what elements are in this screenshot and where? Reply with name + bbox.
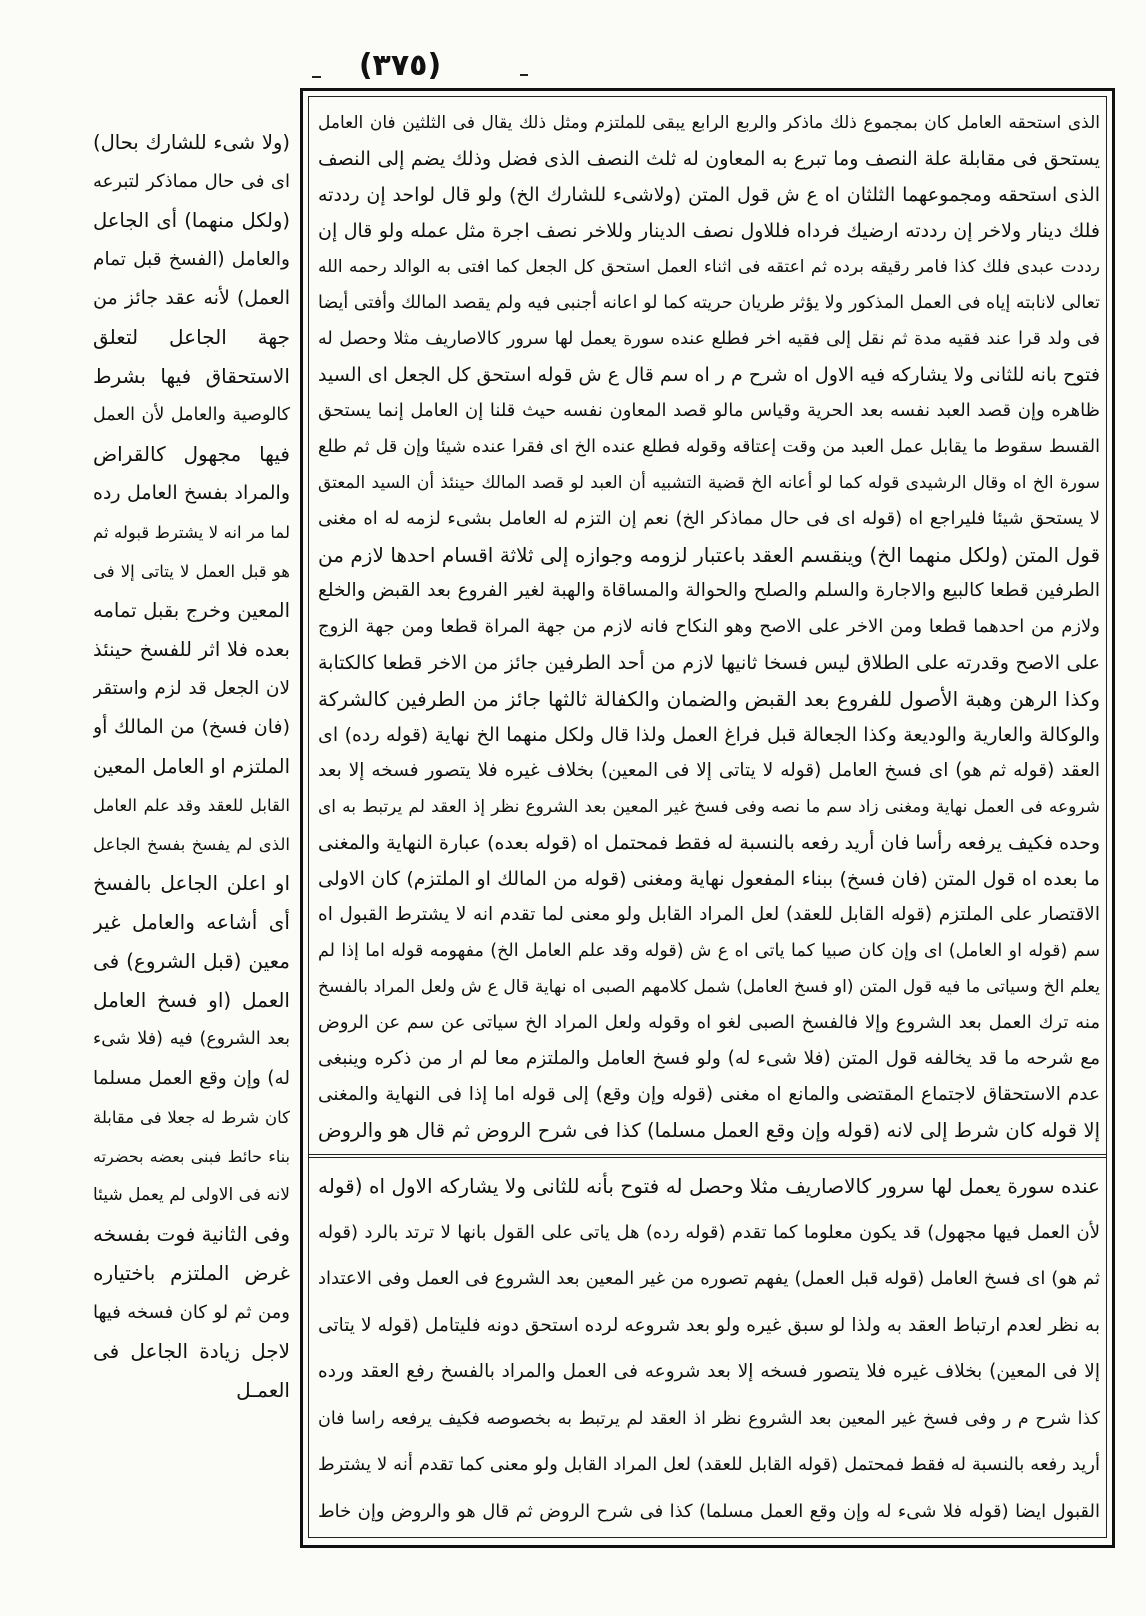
margin-line: العمـل: [236, 1378, 290, 1402]
lower-commentary-line: أريد رفعه بالنسبة له فقط فمحتمل (قوله القابل للعقد) لعل المراد القابل ولو معنى كما تقدم أنه لا يشترط: [318, 1454, 1100, 1475]
margin-line: لاجل زيادة الجاعل فى: [93, 1339, 290, 1363]
margin-line: له) وإن وقع العمل مسلما: [93, 1068, 290, 1089]
margin-line: هو قبل العمل لا يتاتى إلا فى: [93, 562, 290, 581]
commentary-line: ولازم من احدهما قطعا ومن الاخر على الاصح وهو النكاح فانه لازم من جهة المراة قطعا ومن جهة الزوج: [318, 616, 1100, 637]
margin-line: اى فى حال مماذكر لتبرعه: [93, 171, 290, 192]
margin-line: لما مر انه لا يشترط قبوله ثم: [93, 523, 290, 542]
commentary-line: وكذا الرهن وهبة الأصول للفروع بعد القبض والضمان والكفالة ثالثها جائز من الطرفين كالشركة: [318, 687, 1100, 711]
lower-commentary-line: القبول ايضا (قوله فلا شىء له وإن وقع العمل مسلما) كذا فى شرح الروض ثم قال هو والروض وإن خاط: [318, 1500, 1100, 1522]
lower-commentary-line: عنده سورة يعمل لها سرور كالاصاريف مثلا وحصل له فتوح بأنه للثانى ولا يشاركه الاول اه (قوله: [318, 1174, 1100, 1198]
commentary-line: سم (قوله او العامل) اى وإن كان صبيا كما ياتى اه ع ش (قوله وقد علم العامل الخ) مفهومه قوله اما إذا لم: [318, 941, 1100, 961]
margin-line: العمل (او فسخ العامل: [93, 988, 290, 1012]
margin-line: القابل للعقد وقد علم العامل: [93, 796, 290, 815]
commentary-line: قول المتن (ولكل منهما الخ) وينقسم العقد باعتبار لزومه وجوازه إلى ثلاثة اقسام احدها لازم من: [318, 543, 1100, 567]
commentary-line: وحده فكيف يرفعه رأسا فان أريد رفعه بالنسبة له فقط فمحتمل اه (قوله بعده) عبارة النهاية والمغنى: [318, 832, 1100, 854]
section-divider: [309, 1154, 1106, 1158]
margin-line: فيها مجهول كالقراض: [93, 442, 290, 466]
lower-commentary-line: لأن العمل فيها مجهول) قد يكون معلوما كما تقدم (قوله رده) هل ياتى على القول بانها لا ترتد بالرد (قوله: [318, 1221, 1100, 1243]
lower-commentary-line: كذا شرح م ر وفى فسخ غير المعين بعد الشروع نظر اذ العقد لم يرتبط به بخصوصه فكيف يرفعه راسا فان: [318, 1408, 1100, 1429]
margin-line: لانه فى الاولى لم يعمل شيئا: [93, 1185, 290, 1205]
margin-line: كان شرط له جعلا فى مقابلة: [93, 1108, 290, 1127]
margin-line: وفى الثانية فوت بفسخه: [93, 1222, 290, 1246]
commentary-line: الذى استحقه ومجموعهما الثلثان اه ع ش قول المتن (ولاشىء للشارك الخ) ولو قال لواحد إن رددته: [318, 184, 1100, 206]
commentary-line: رددت عبدى فلك كذا فامر رقيقه برده ثم اعتقه فى اثناء العمل استحق كل الجعل كما افتى به الوالد رحمه الله: [318, 257, 1100, 277]
main-commentary: [318, 105, 1100, 1149]
commentary-line: تعالى لانابته إياه فى العمل المذكور ولا يؤثر طريان حريته كما لو اعانه أجنبى فيه ولم يقصد المالك وأفتى أيضا: [318, 293, 1100, 313]
lower-commentary-line: إلا فى المعين) بخلاف غيره فلا يتصور فسخه إلا بعد شروعه فى العمل والمراد بالفسخ رفع العقد ورده: [318, 1361, 1100, 1382]
lower-commentary-line: ثم هو) اى فسخ العامل (قوله قبل العمل) يفهم تصوره من غير المعين بعد الشروع فى العمل وفى الاعتداد: [318, 1268, 1100, 1289]
margin-line: او اعلن الجاعل بالفسخ: [93, 871, 290, 895]
commentary-line: الطرفين قطعا كالبيع والاجارة والسلم والصلح والحوالة والمساقاة والهبة لغير الفروع بعد القبض والخلع: [318, 580, 1100, 601]
commentary-line: عدم الاستحقاق لاجتماع المقتضى والمانع اه مغنى (قوله وإن وقع) إلى قوله اما إذا فى النهاية والمغنى: [318, 1084, 1100, 1105]
commentary-line: فى ولد قرا عند فقيه مدة ثم نقل إلى فقيه اخر فطلع عنده سورة يعمل لها سرور كالاصاريف مثلا وحصل له: [318, 329, 1100, 349]
commentary-line: ما بعده اه قول المتن (فان فسخ) ببناء المفعول نهاية ومغنى (قوله من المالك او الملتزم) كان الاولى: [318, 868, 1100, 890]
margin-line: غرض الملتزم باختياره: [93, 1261, 290, 1285]
margin-line: والعامل (الفسخ قبل تمام: [93, 249, 290, 270]
commentary-line: القسط سقوط ما يقابل عمل العبد من وقت إعتاقه وقوله فطلع عنده الخ اى فقرا عنده شيئا وإن قل ثم طلع: [318, 437, 1100, 457]
margin-line: بعد الشروع) فيه (فلا شىء: [93, 1029, 290, 1049]
commentary-line: على الاصح وقدرته على الطلاق ليس فسخا ثانيها لازم من أحد الطرفين جائز من الاخر قطعا كالكتابة: [318, 652, 1100, 674]
header-dash: [520, 74, 528, 76]
margin-line: معين (قبل الشروع) فى: [93, 949, 290, 973]
page-number: (٣٧٥): [358, 48, 442, 83]
margin-line: الاستحقاق فيها بشرط: [93, 364, 290, 388]
commentary-line: فلك دينار ولاخر إن رددته ارضيك فرداه فللاول نصف الدينار وللاخر نصف اجرة مثل عمله ولو قال إن: [318, 220, 1100, 242]
margin-line: (فان فسخ) من المالك أو: [93, 716, 290, 738]
margin-line: الذى لم يفسخ بفسخ الجاعل: [93, 835, 290, 854]
commentary-line: العقد (قوله ثم هو) اى فسخ العامل (قوله لا يتاتى إلا فى المعين) بخلاف غيره فلا يتصور فسخه إلا بعد: [318, 760, 1100, 781]
commentary-line: يعلم الخ وسياتى ما فيه قول المتن (او فسخ العامل) شمل كلامهم الصبى اه نهاية قال ع ش ولعل المراد بالفسخ: [318, 977, 1100, 997]
margin-line: الملتزم او العامل المعين: [93, 755, 290, 778]
commentary-line: منه ترك العمل بعد الشروع وإلا فالفسخ الصبى لغو اه وقوله ولعل المراد الخ سياتى عن سم عن الروض: [318, 1012, 1100, 1033]
margin-line: أى أشاعه والعامل غير: [93, 910, 290, 934]
commentary-line: يستحق فى مقابلة علة النصف وما تبرع به المعاون له ثلث النصف الذى فضل وذلك يضم إلى النصف: [318, 148, 1100, 170]
commentary-line: الذى استحقه العامل كان بمجموع ذلك ماذكر والربع الرابع يبقى للملتزم ومثل ذلك يقال فى الثلثين فان العامل: [318, 113, 1100, 133]
margin-line: (ولا شىء للشارك بحال): [93, 131, 290, 154]
margin-line: (ولكل منهما) أى الجاعل: [93, 209, 290, 232]
lower-commentary: [318, 1163, 1100, 1535]
commentary-line: مع شرحه ما قد يخالفه قول المتن (فلا شىء له) ولو فسخ العامل والملتزم معا لم ار من ذكره وينبغى: [318, 1048, 1100, 1069]
commentary-line: والوكالة والعارية والوديعة وكذا الجعالة قبل فراغ العمل ولذا قال ولكل منهما الخ نهاية (قوله رده) اى: [318, 724, 1100, 746]
margin-line: بعده فلا اثر للفسخ حينئذ: [93, 638, 290, 661]
margin-line: كالوصية والعامل لأن العمل: [93, 405, 290, 425]
commentary-line: إلا قوله كان شرط إلى لانه (قوله وإن وقع العمل مسلما) كذا فى شرح الروض ثم قال هو والروض: [318, 1119, 1100, 1142]
margin-line: المعين وخرج بقبل تمامه: [93, 599, 290, 622]
lower-commentary-line: به نظر لعدم ارتباط العقد به ولذا لو سبق غيره ولو بعد شروعه لرده استحق دونه فليتامل (قوله لا يتاتى: [318, 1314, 1100, 1336]
commentary-line: لا يستحق شيئا فليراجع اه (قوله اى فى حال مماذكر الخ) نعم إن التزم له العامل بشىء لزمه له اه مغنى: [318, 508, 1100, 529]
commentary-line: شروعه فى العمل نهاية ومغنى زاد سم ما نصه وفى فسخ غير المعين بعد الشروع نظر إذ العقد لم يرتبط به اى: [318, 797, 1100, 817]
margin-line: جهة الجاعل لتعلق: [93, 325, 290, 349]
margin-matn-column: [93, 123, 290, 1410]
commentary-line: سورة الخ اه وقال الرشيدى قوله كما لو أعانه الخ قضية التشبيه أن العبد لو قصد المالك حينئذ أن السيد المعتق: [318, 473, 1100, 493]
header-dash: [312, 76, 321, 78]
margin-line: لان الجعل قد لزم واستقر: [93, 678, 290, 699]
margin-line: ومن ثم لو كان فسخه فيها: [93, 1302, 290, 1323]
margin-line: والمراد بفسخ العامل رده: [93, 482, 290, 504]
commentary-line: فتوح بانه للثانى ولا يشاركه فيه الاول اه شرح م ر اه سم قال ع ش قوله استحق كل الجعل اى السيد: [318, 364, 1100, 386]
commentary-line: الاقتصار على الملتزم (قوله القابل للعقد) لعل المراد القابل ولو معنى لما تقدم انه لا يشترط القبول اه: [318, 904, 1100, 925]
margin-line: العمل) لأنه عقد جائز من: [93, 287, 290, 309]
commentary-line: ظاهره وإن قصد العبد نفسه بعد الحرية وقياس مالو قصد المعاون نفسه حيث قلنا إن العامل إنما يستحق: [318, 400, 1100, 421]
margin-line: بناء حائط فبنى بعضه بحضرته: [93, 1147, 290, 1166]
